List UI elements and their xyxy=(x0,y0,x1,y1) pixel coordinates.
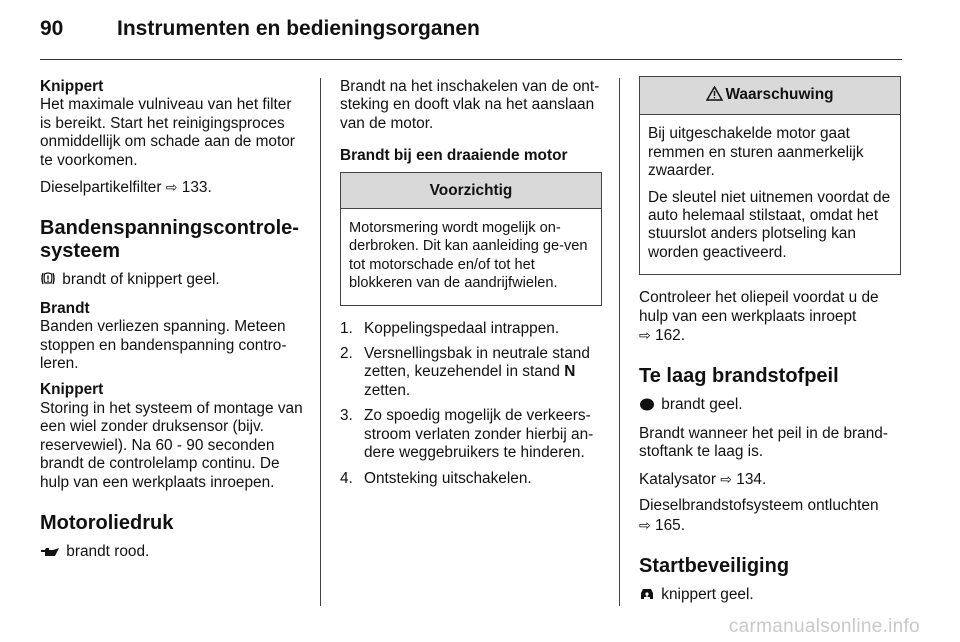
knippert-text: Het maximale vulniveau van het filter is bereikt. Start het reinigingsproces onmiddellijk om schade aan de motor te voorkomen. xyxy=(40,96,295,169)
step-number: 4. xyxy=(340,469,353,487)
oil-intro-text: Brandt na het inschakelen van de ont-steking en dooft vlak na het aanslaan van de motor. xyxy=(340,78,600,132)
tpms-status: brandt of knippert geel. xyxy=(62,271,220,289)
oil-can-icon xyxy=(40,545,60,563)
running-engine-heading: Brandt bij een draaiende motor xyxy=(340,147,568,165)
check-oil-text xyxy=(639,289,901,345)
caution-box xyxy=(340,172,602,306)
warning-heading: Waarschuwing xyxy=(725,86,834,103)
caution-text: Motorsmering wordt mogelijk on-derbroken. Dit kan aanleiding ge-ven tot motorschade en/of tot het blokkeren van de aandrijfwielen. xyxy=(349,220,588,292)
tpms-heading: Bandenspanningscontrole-systeem xyxy=(40,217,299,263)
step-number: 3. xyxy=(340,407,353,425)
fuel-status: brandt geel. xyxy=(661,396,743,414)
bleed-ref xyxy=(639,497,901,535)
step-number: 2. xyxy=(340,345,353,363)
column-divider xyxy=(619,78,620,606)
oil-pressure-heading: Motoroliedruk xyxy=(40,511,174,534)
warning-body xyxy=(640,115,900,274)
brandt-heading: Brandt xyxy=(40,299,90,317)
page-title: Instrumenten en bedieningsorganen xyxy=(117,17,480,40)
bleed-label: Dieselbrandstofsysteem ontluchten xyxy=(639,497,879,515)
check-oil-label: Controleer het oliepeil voordat u de hulp van een werkplaats inroept xyxy=(639,289,879,325)
check-oil-page[interactable]: 162. xyxy=(655,327,685,345)
fuel-pump-icon xyxy=(639,398,655,416)
oil-status-line xyxy=(40,543,306,563)
step-text: Zo spoedig mogelijk de verkeers-stroom verlaten zonder hierbij an-dere weggebruikers te hinderen. xyxy=(364,407,594,462)
brandt-text: Banden verliezen spanning. Meteen stoppen en bandenspanning contro-leren. xyxy=(40,318,287,373)
step-text: Versnellingsbak in neutrale stand zetten, keuzehendel in stand N zetten. xyxy=(364,345,590,399)
tpms-status-line xyxy=(40,271,306,291)
caution-heading: Voorzichtig xyxy=(341,173,601,209)
low-fuel-heading: Te laag brandstofpeil xyxy=(639,365,839,388)
warning-text-1: Bij uitgeschakelde motor gaat remmen en sturen aanmerkelijk zwaarder. xyxy=(648,125,864,180)
list-item xyxy=(340,470,602,488)
step-number: 1. xyxy=(340,319,353,337)
step-text: Koppelingspedaal intrappen. xyxy=(364,319,560,337)
list-item xyxy=(340,345,602,400)
page-ref-arrow-icon: ⇨ xyxy=(639,516,651,533)
oil-status: brandt rood. xyxy=(66,542,150,560)
watermark: carmanualsonline.info xyxy=(728,616,920,637)
header-rule xyxy=(40,59,902,60)
column-1 xyxy=(40,78,306,571)
warning-box xyxy=(639,76,901,275)
diesel-filter-page[interactable]: 133. xyxy=(181,179,212,197)
column-3 xyxy=(639,78,901,614)
fuel-status-line xyxy=(639,396,901,416)
warning-header xyxy=(640,77,900,115)
warning-text-2: De sleutel niet uitnemen voordat de auto helemaal stilstaat, omdat het stuurslot anders plotseling kan worden geactiveerd. xyxy=(648,188,891,261)
page-number: 90 xyxy=(40,17,64,40)
catalyst-label: Katalysator xyxy=(639,470,716,488)
immobiliser-heading: Startbeveiliging xyxy=(639,554,790,577)
column-2 xyxy=(340,78,602,495)
diesel-filter-label: Dieselpartikelfilter xyxy=(40,179,162,197)
page-ref-arrow-icon: ⇨ xyxy=(720,470,733,487)
steps-list xyxy=(340,320,602,488)
knippert-text-2: Storing in het systeem of montage van een wiel zonder druksensor (bijv. reservewiel). Na 60 - 90 seconden brandt de controlelamp continu. De hulp van een werkplaats inroepen. xyxy=(40,399,303,491)
page-ref-arrow-icon: ⇨ xyxy=(165,179,178,196)
caution-body xyxy=(341,209,601,305)
step-text: Ontsteking uitschakelen. xyxy=(364,469,532,487)
page-ref-arrow-icon: ⇨ xyxy=(639,327,651,344)
catalyst-page[interactable]: 134. xyxy=(736,470,767,488)
list-item xyxy=(340,407,602,462)
diesel-filter-ref xyxy=(40,178,306,197)
knippert-heading-2: Knippert xyxy=(40,381,104,399)
column-divider xyxy=(320,78,321,606)
immo-status: knippert geel. xyxy=(661,585,754,603)
tire-pressure-icon xyxy=(40,271,56,291)
list-item xyxy=(340,320,602,338)
car-key-icon xyxy=(639,587,655,606)
bleed-page[interactable]: 165. xyxy=(655,516,685,534)
knippert-heading: Knippert xyxy=(40,78,104,95)
fuel-text: Brandt wanneer het peil in de brand-stoftank te laag is. xyxy=(639,424,888,461)
warning-triangle-icon xyxy=(706,86,723,106)
catalyst-ref xyxy=(639,470,901,489)
immo-status-line xyxy=(639,586,901,606)
